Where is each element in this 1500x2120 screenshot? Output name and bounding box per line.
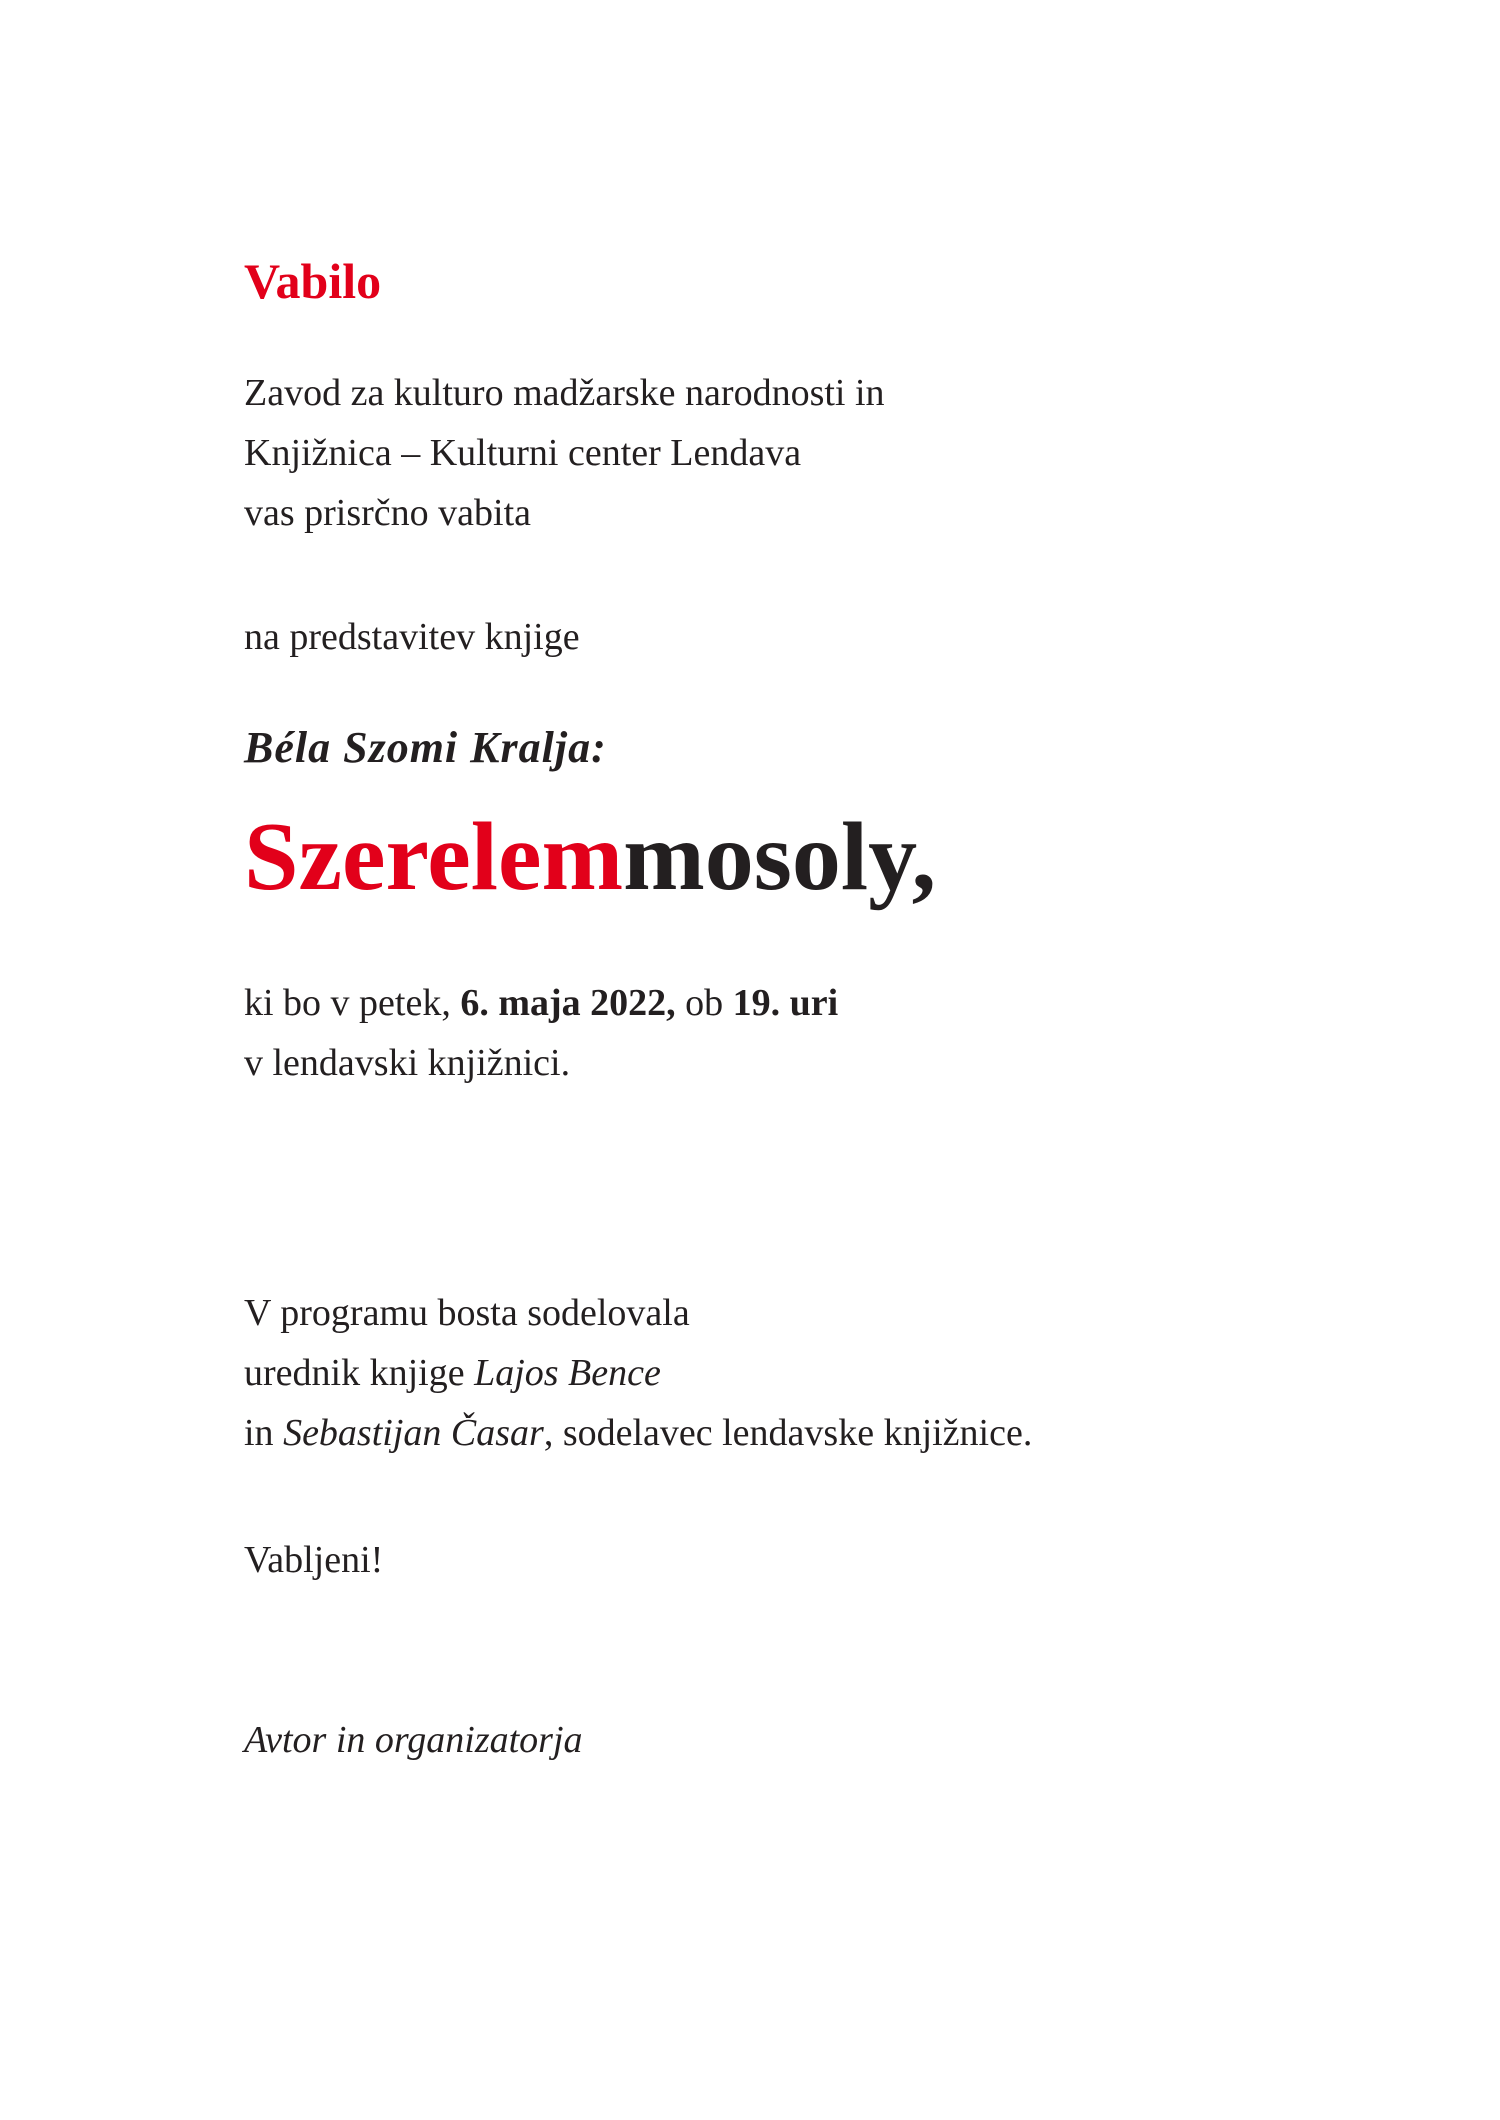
program-collaborator-name: Sebastijan Časar <box>283 1412 544 1454</box>
program-collaborator-suffix: , sodelavec lendavske knjižnice. <box>543 1412 1033 1454</box>
event-prefix: ki bo v petek, <box>244 982 461 1024</box>
closing-line: Vabljeni! <box>244 1539 384 1581</box>
event-middle: ob <box>675 982 733 1024</box>
book-author: Béla Szomi Kralja: <box>244 723 607 772</box>
event-datetime-line <box>244 973 838 1033</box>
intro-line-1: Zavod za kulturo madžarske narodnosti in <box>244 372 885 414</box>
program-paragraph <box>244 1283 1032 1463</box>
intro-line-3: vas prisrčno vabita <box>244 492 532 534</box>
program-editor-name: Lajos Bence <box>474 1352 661 1394</box>
program-collaborator-prefix: in <box>244 1412 284 1454</box>
book-title-part-2: mosoly, <box>623 803 937 911</box>
program-line-2 <box>244 1343 1032 1403</box>
event-details <box>244 973 838 1093</box>
intro-line-2: Knjižnica – Kulturni center Lendava <box>244 432 802 474</box>
program-line-1: V programu bosta sodelovala <box>244 1292 690 1334</box>
program-editor-prefix: urednik knjige <box>244 1352 475 1394</box>
event-time: 19. uri <box>732 982 839 1024</box>
book-title-part-1: Szerelem <box>244 803 624 911</box>
intro-paragraph <box>244 363 885 543</box>
signature-line: Avtor in organizatorja <box>244 1719 583 1761</box>
invitation-heading: Vabilo <box>244 253 382 309</box>
book-title <box>244 803 937 911</box>
presentation-line: na predstavitev knjige <box>244 616 580 658</box>
event-location: v lendavski knjižnici. <box>244 1042 571 1084</box>
program-line-3 <box>244 1403 1032 1463</box>
event-date: 6. maja 2022, <box>460 982 676 1024</box>
